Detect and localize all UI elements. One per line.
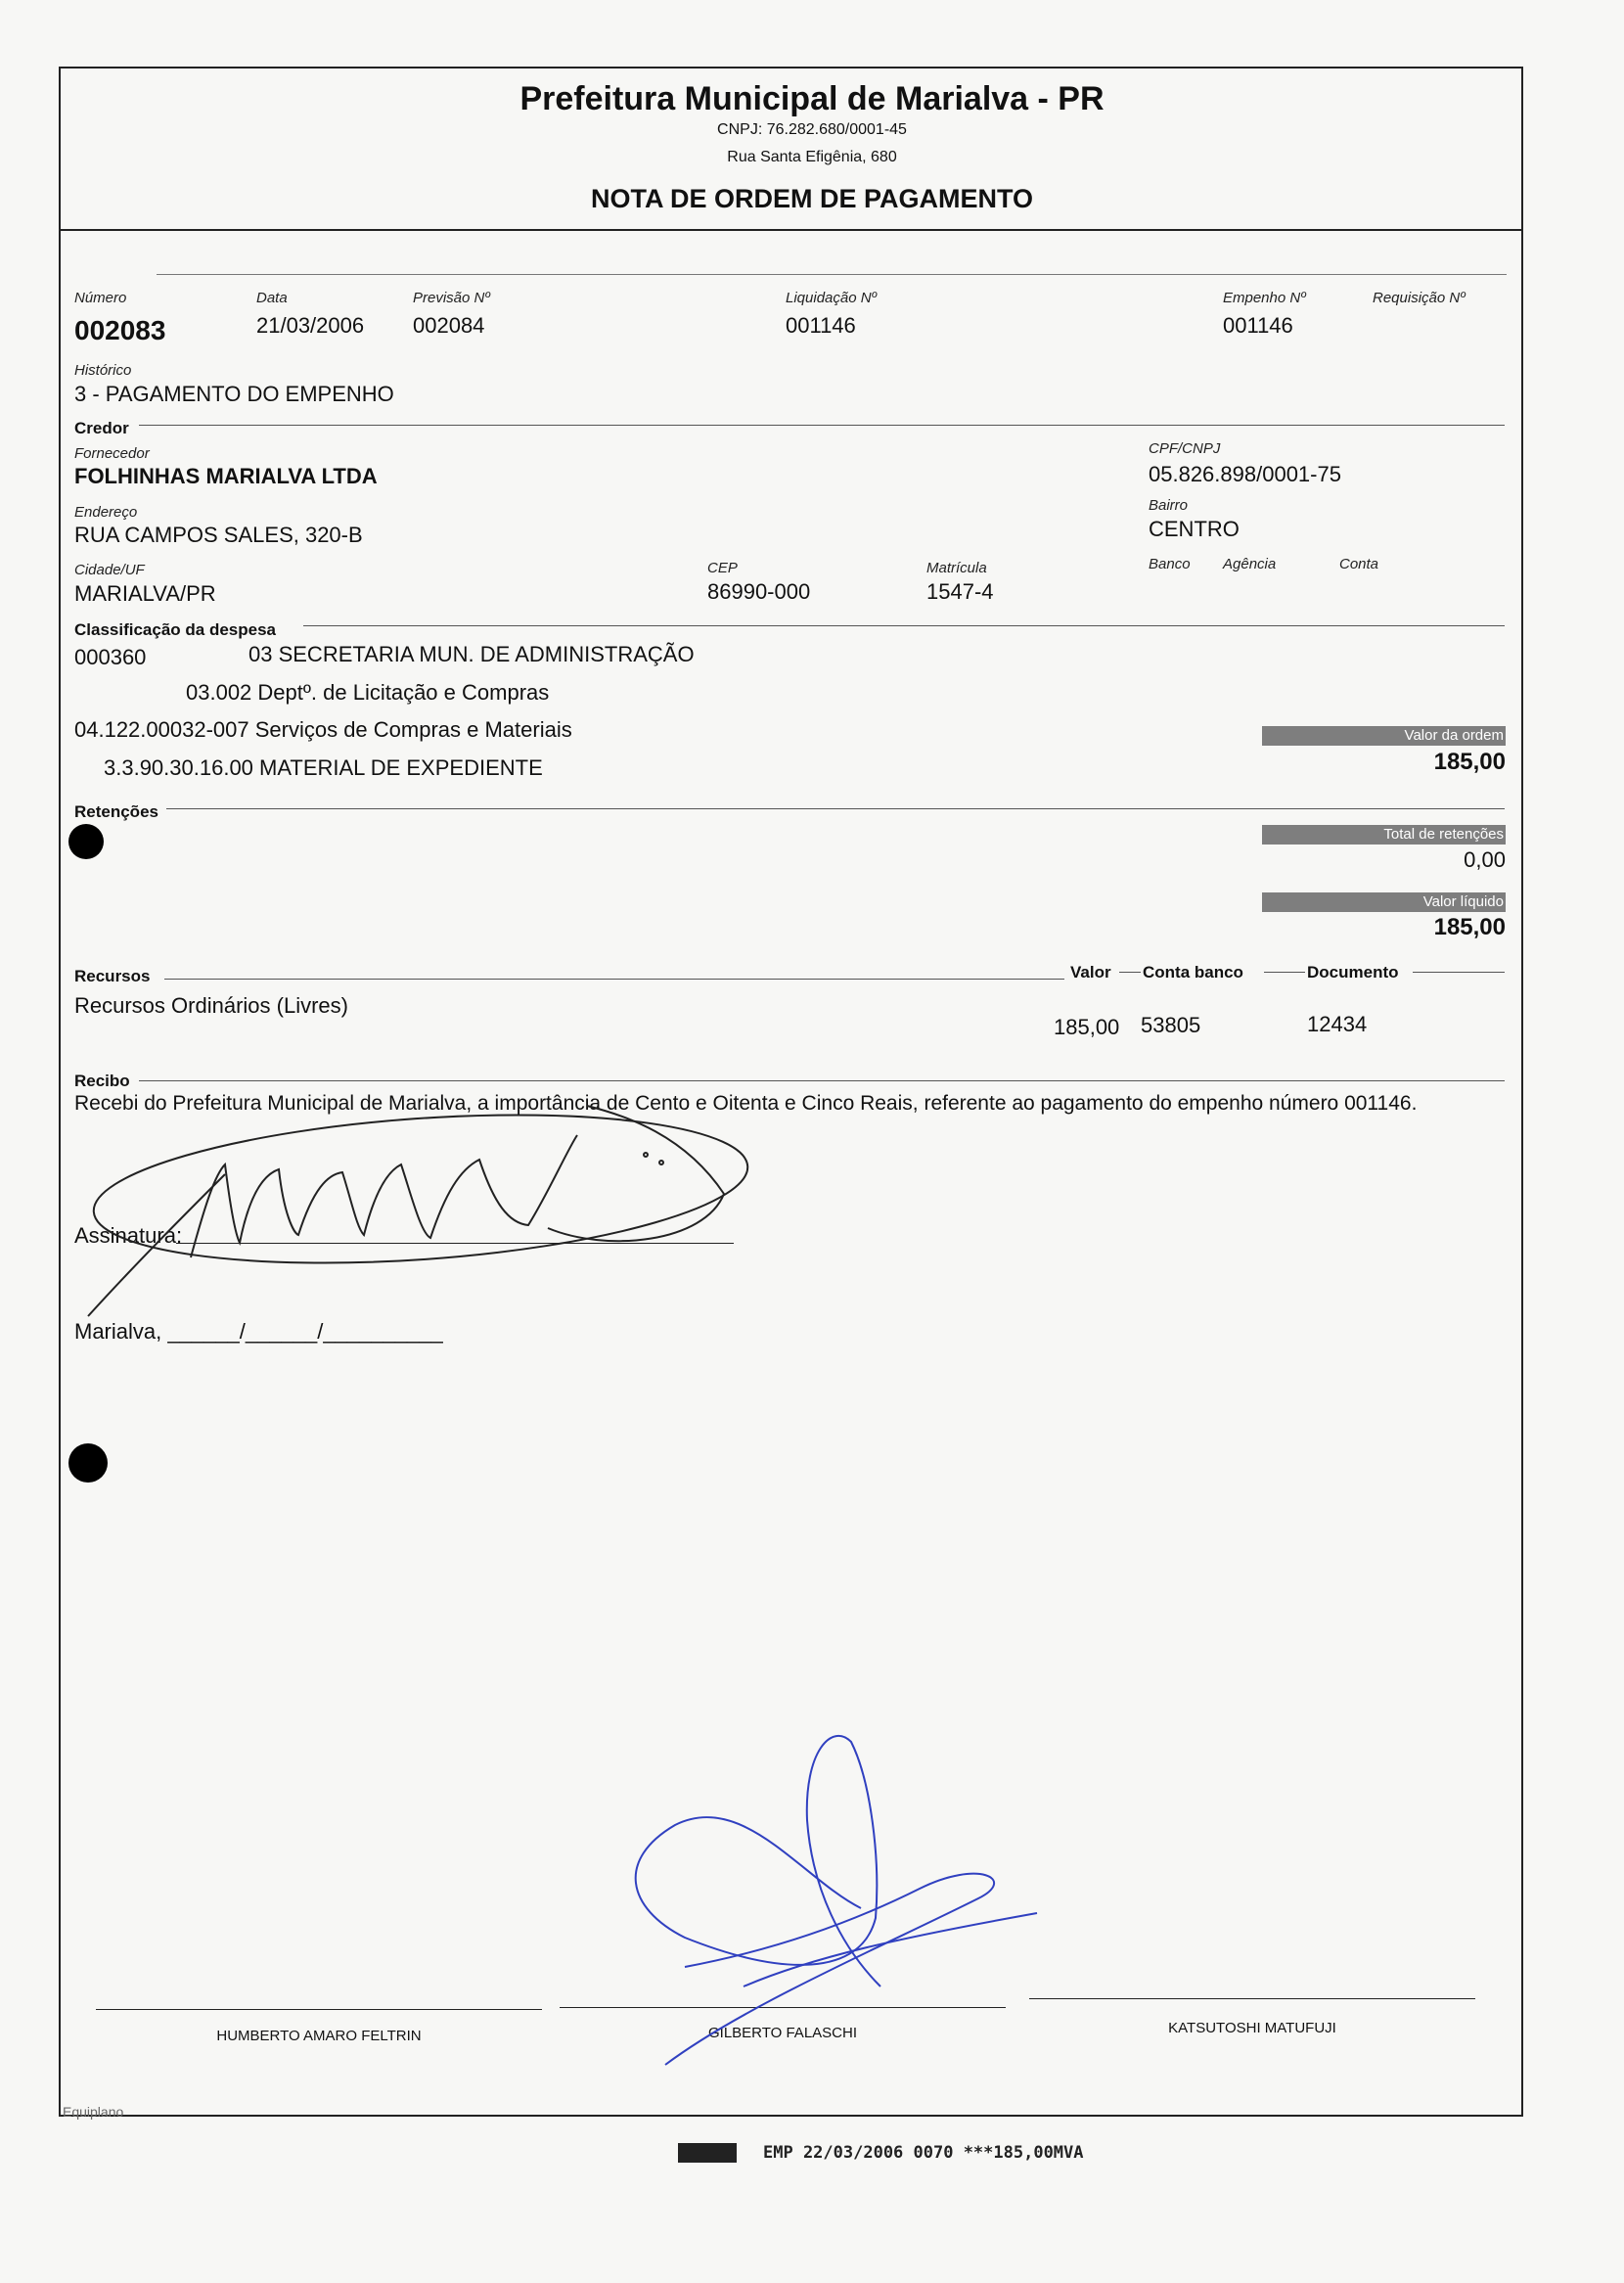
conta-label: Conta <box>1339 556 1379 572</box>
payment-stamp: EMP 22/03/2006 0070 ***185,00MVA <box>763 2143 1084 2163</box>
recibo-text: Recebi do Prefeitura Municipal de Marialva, a importância de Cento e Oitenta e Cinco Reais, referente ao pagamento do empenho número 001146. <box>74 1092 1418 1115</box>
signatory-3: KATSUTOSHI MATUFUJI <box>1168 2020 1336 2036</box>
requisicao-label: Requisição Nº <box>1373 290 1466 306</box>
address-text: Rua Santa Efigênia, 680 <box>727 149 897 165</box>
classificacao-line4: 3.3.90.30.16.00 MATERIAL DE EXPEDIENTE <box>104 755 543 780</box>
recursos-valor-label: Valor <box>1070 963 1111 982</box>
cnpj-text: CNPJ: 76.282.680/0001-45 <box>717 121 907 138</box>
municipality-title: Prefeitura Municipal de Marialva - PR <box>519 80 1105 117</box>
cpf-value: 05.826.898/0001-75 <box>1149 462 1341 486</box>
fornecedor-value: FOLHINHAS MARIALVA LTDA <box>74 464 378 488</box>
gilberto-signature <box>636 1736 1037 2065</box>
empenho-label: Empenho Nº <box>1223 290 1306 306</box>
previsao-label: Previsão Nº <box>413 290 490 306</box>
recursos-descricao: Recursos Ordinários (Livres) <box>74 993 348 1018</box>
empenho-value: 001146 <box>1223 313 1293 338</box>
liquidacao-value: 001146 <box>786 313 856 338</box>
recursos-conta: 53805 <box>1141 1013 1201 1037</box>
classificacao-code: 000360 <box>74 645 147 669</box>
data-label: Data <box>256 290 288 306</box>
total-retencoes-value: 0,00 <box>1464 847 1506 872</box>
endereco-label: Endereço <box>74 504 138 521</box>
numero-label: Número <box>74 290 127 306</box>
fornecedor-label: Fornecedor <box>74 445 150 462</box>
data-value: 21/03/2006 <box>256 313 365 338</box>
cpf-label: CPF/CNPJ <box>1149 440 1221 457</box>
cep-value: 86990-000 <box>707 579 811 604</box>
bairro-label: Bairro <box>1149 497 1189 514</box>
endereco-value: RUA CAMPOS SALES, 320-B <box>74 523 363 547</box>
classificacao-section: Classificação da despesa <box>74 620 277 639</box>
document-title: NOTA DE ORDEM DE PAGAMENTO <box>590 184 1033 213</box>
recursos-documento-label: Documento <box>1307 963 1399 982</box>
historico-label: Histórico <box>74 362 132 379</box>
cidade-label: Cidade/UF <box>74 562 145 578</box>
equiplano-brand: Equiplano <box>63 2104 124 2120</box>
valor-liquido-value: 185,00 <box>1433 914 1506 940</box>
local-data: Marialva, ______/______/__________ <box>74 1319 443 1344</box>
banco-label: Banco <box>1149 556 1191 572</box>
matricula-value: 1547-4 <box>926 579 994 604</box>
recursos-documento: 12434 <box>1307 1012 1368 1036</box>
previsao-value: 002084 <box>413 313 485 338</box>
recursos-section: Recursos <box>74 967 151 985</box>
assinatura-label: Assinatura: <box>74 1223 183 1248</box>
valor-liquido-label: Valor líquido <box>1422 893 1504 910</box>
cep-label: CEP <box>707 560 738 576</box>
recursos-conta-label: Conta banco <box>1143 963 1243 982</box>
bairro-value: CENTRO <box>1149 517 1240 541</box>
cidade-value: MARIALVA/PR <box>74 581 216 606</box>
recursos-valor: 185,00 <box>1054 1015 1120 1039</box>
classificacao-line1: 03 SECRETARIA MUN. DE ADMINISTRAÇÃO <box>248 642 695 666</box>
liquidacao-label: Liquidação Nº <box>786 290 878 306</box>
matricula-label: Matrícula <box>926 560 987 576</box>
recebedor-signature <box>88 1096 752 1316</box>
numero-value: 002083 <box>74 315 166 345</box>
classificacao-line2: 03.002 Deptº. de Licitação e Compras <box>186 680 550 705</box>
historico-value: 3 - PAGAMENTO DO EMPENHO <box>74 382 394 406</box>
agencia-label: Agência <box>1223 556 1277 572</box>
classificacao-line3: 04.122.00032-007 Serviços de Compras e Materiais <box>74 717 572 742</box>
valor-ordem-value: 185,00 <box>1433 749 1506 775</box>
retencoes-section: Retenções <box>74 802 158 821</box>
valor-ordem-label: Valor da ordem <box>1404 727 1504 744</box>
recibo-section: Recibo <box>74 1072 130 1090</box>
signatory-1: HUMBERTO AMARO FELTRIN <box>216 2028 422 2044</box>
total-retencoes-label: Total de retenções <box>1383 826 1504 843</box>
credor-section: Credor <box>74 419 129 437</box>
signatory-2: GILBERTO FALASCHI <box>708 2025 857 2041</box>
